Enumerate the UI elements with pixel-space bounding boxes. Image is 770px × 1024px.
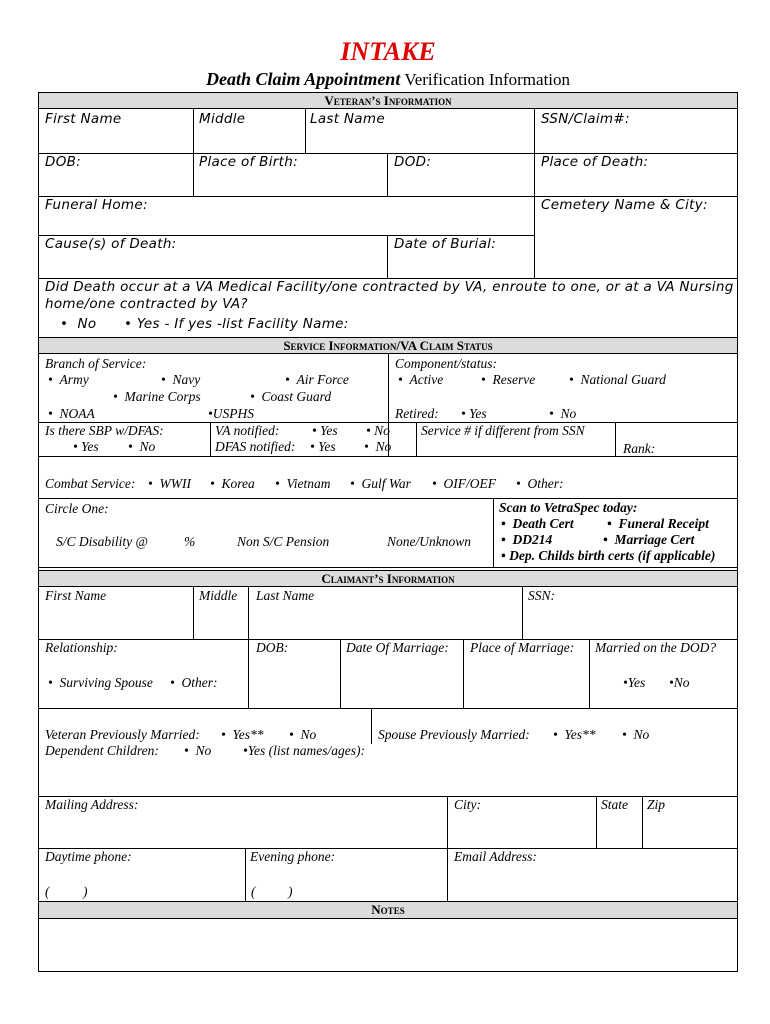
component-national-guard[interactable]: • National Guard: [569, 372, 666, 387]
bullet-icon: •: [603, 532, 608, 547]
va-notified-label: VA notified:: [215, 423, 280, 438]
bullet-icon: •: [623, 675, 628, 690]
combat-service-label: Combat Service:: [45, 476, 136, 491]
bullet-icon: •: [516, 476, 521, 491]
vet-dod-label: DOD:: [394, 154, 432, 170]
bullet-icon: •: [501, 532, 506, 547]
component-active[interactable]: • Active: [398, 372, 444, 387]
sbp-no[interactable]: • No: [128, 439, 156, 454]
va-question-line1: Did Death occur at a VA Medical Facility/one contracted by VA, enroute to one, or at a VA Nursing: [45, 279, 734, 295]
city-label: City:: [454, 797, 481, 812]
bullet-icon: •: [398, 372, 403, 387]
daytime-phone-area-close: ): [83, 884, 88, 899]
cl-middle-label: Middle: [199, 588, 238, 603]
bullet-icon: •: [208, 406, 213, 421]
claimant-section-header: Claimant’s Information: [38, 570, 738, 587]
combat-vietnam[interactable]: • Vietnam: [275, 476, 331, 491]
bullet-icon: •: [48, 675, 53, 690]
bullet-icon: •: [669, 675, 674, 690]
bullet-icon: •: [250, 389, 255, 404]
evening-phone-label: Evening phone:: [250, 849, 336, 864]
bullet-icon: •: [569, 372, 574, 387]
bullet-icon: •: [148, 476, 153, 491]
bullet-icon: •: [161, 372, 166, 387]
evening-phone-area-open: (: [251, 884, 256, 899]
mailing-address-label: Mailing Address:: [45, 797, 139, 812]
none-unknown-option[interactable]: None/Unknown: [387, 534, 471, 549]
cl-date-of-marriage-label: Date Of Marriage:: [346, 640, 449, 655]
bullet-icon: •: [113, 389, 118, 404]
subtitle-rest: Verification Information: [404, 70, 571, 89]
va-notified-yes[interactable]: • Yes: [312, 423, 338, 438]
combat-wwii[interactable]: • WWII: [148, 476, 191, 491]
cl-married-no[interactable]: •No: [669, 675, 690, 690]
bullet-icon: •: [184, 743, 189, 758]
non-sc-pension-option[interactable]: Non S/C Pension: [237, 534, 330, 549]
bullet-icon: •: [310, 439, 315, 454]
retired-yes[interactable]: • Yes: [461, 406, 487, 421]
retired-no[interactable]: • No: [549, 406, 577, 421]
vet-place-of-death-label: Place of Death:: [541, 154, 649, 170]
va-yes-label: Yes - If yes -list Facility Name:: [136, 316, 349, 332]
cl-place-of-marriage-label: Place of Marriage:: [470, 640, 575, 655]
bullet-icon: •: [553, 727, 558, 742]
cl-surviving-spouse-option[interactable]: • Surviving Spouse: [48, 675, 153, 690]
bullet-icon: •: [481, 372, 486, 387]
dfas-notified-no[interactable]: • No: [364, 439, 392, 454]
dependent-no[interactable]: • No: [184, 743, 212, 758]
combat-korea[interactable]: • Korea: [210, 476, 255, 491]
bullet-icon: •: [48, 372, 53, 387]
veteran-section-header: Veteran’s Information: [38, 92, 738, 109]
dependent-yes[interactable]: •Yes (list names/ages):: [243, 743, 365, 758]
branch-coast-guard[interactable]: • Coast Guard: [250, 389, 332, 404]
bullet-icon: •: [285, 372, 290, 387]
bullet-icon: •: [432, 476, 437, 491]
branch-marine-corps[interactable]: • Marine Corps: [113, 389, 201, 404]
service-section-header: Service Information/VA Claim Status: [38, 337, 738, 354]
bullet-icon: •: [501, 516, 506, 531]
bullet-icon: •: [289, 727, 294, 742]
subtitle-bold: Death Claim Appointment: [205, 69, 401, 89]
branch-of-service-label: Branch of Service:: [45, 356, 147, 371]
vet-dob-label: DOB:: [45, 154, 82, 170]
sbp-label: Is there SBP w/DFAS:: [45, 423, 164, 438]
vet-prev-married-no[interactable]: • No: [289, 727, 317, 742]
vet-middle-label: Middle: [199, 111, 246, 127]
bullet-icon: •: [312, 423, 317, 438]
scan-death-cert[interactable]: • Death Cert: [501, 516, 574, 531]
component-status-label: Component/status:: [395, 356, 498, 371]
page-title: INTAKE: [340, 37, 436, 66]
va-no-label: No: [77, 316, 97, 332]
daytime-phone-label: Daytime phone:: [45, 849, 132, 864]
bullet-icon: •: [461, 406, 466, 421]
cl-first-name-label: First Name: [45, 588, 107, 603]
scan-dep-childs[interactable]: • Dep. Childs birth certs (if applicable): [501, 548, 716, 563]
scan-title: Scan to VetraSpec today:: [499, 500, 638, 515]
rank-label: Rank:: [623, 441, 656, 456]
spouse-prev-married-label: Spouse Previously Married:: [378, 727, 530, 742]
sc-disability-option[interactable]: S/C Disability @: [56, 534, 148, 549]
cl-dob-label: DOB:: [256, 640, 289, 655]
service-number-label: Service # if different from SSN: [421, 423, 585, 438]
email-address-label: Email Address:: [454, 849, 537, 864]
bullet-icon: •: [366, 423, 371, 438]
bullet-icon: •: [124, 316, 133, 332]
bullet-icon: •: [549, 406, 554, 421]
bullet-icon: •: [210, 476, 215, 491]
scan-funeral-receipt[interactable]: • Funeral Receipt: [607, 516, 709, 531]
bullet-icon: •: [73, 439, 78, 454]
branch-usphs[interactable]: •USPHS: [208, 406, 254, 421]
vet-prev-married-label: Veteran Previously Married:: [45, 727, 200, 742]
vet-prev-married-yes[interactable]: • Yes**: [221, 727, 264, 742]
combat-other[interactable]: • Other:: [516, 476, 564, 491]
vet-ssn-claim-label: SSN/Claim#:: [541, 111, 630, 127]
cl-other-option[interactable]: • Other:: [170, 675, 218, 690]
vet-last-name-label: Last Name: [310, 111, 385, 127]
spouse-prev-married-yes[interactable]: • Yes**: [553, 727, 596, 742]
bullet-icon: •: [60, 316, 69, 332]
cl-ssn-label: SSN:: [528, 588, 555, 603]
dfas-notified-label: DFAS notified:: [215, 439, 296, 454]
sbp-yes[interactable]: • Yes: [73, 439, 99, 454]
bullet-icon: •: [48, 406, 53, 421]
dfas-notified-yes[interactable]: • Yes: [310, 439, 336, 454]
zip-label: Zip: [647, 797, 666, 812]
branch-noaa[interactable]: • NOAA: [48, 406, 95, 421]
cl-married-on-dod-label: Married on the DOD?: [595, 640, 717, 655]
circle-one-label: Circle One:: [45, 501, 109, 516]
bullet-icon: •: [622, 727, 627, 742]
vet-funeral-home-label: Funeral Home:: [45, 197, 148, 213]
va-notified-no[interactable]: • No: [366, 423, 390, 438]
bullet-icon: •: [607, 516, 612, 531]
vet-first-name-label: First Name: [45, 111, 122, 127]
vet-cemetery-label: Cemetery Name & City:: [541, 197, 708, 213]
bullet-icon: •: [243, 743, 248, 758]
evening-phone-area-close: ): [288, 884, 293, 899]
branch-air-force[interactable]: • Air Force: [285, 372, 349, 387]
page-subtitle: [0, 69, 770, 90]
cl-relationship-label: Relationship:: [45, 640, 118, 655]
retired-label: Retired:: [395, 406, 439, 421]
branch-navy[interactable]: • Navy: [161, 372, 201, 387]
bullet-icon: •: [275, 476, 280, 491]
dependent-children-label: Dependent Children:: [45, 743, 159, 758]
va-no-option[interactable]: [60, 316, 96, 332]
combat-oif-oef[interactable]: • OIF/OEF: [432, 476, 496, 491]
cl-last-name-label: Last Name: [256, 588, 315, 603]
bullet-icon: •: [364, 439, 369, 454]
notes-area[interactable]: [39, 919, 737, 971]
component-reserve[interactable]: • Reserve: [481, 372, 536, 387]
va-question-line2: home/one contracted by VA?: [45, 296, 248, 312]
bullet-icon: •: [221, 727, 226, 742]
bullet-icon: •: [501, 548, 506, 563]
vet-cause-of-death-label: Cause(s) of Death:: [45, 236, 177, 252]
vet-place-of-birth-label: Place of Birth:: [199, 154, 298, 170]
branch-army[interactable]: • Army: [48, 372, 89, 387]
scan-dd214[interactable]: • DD214: [501, 532, 553, 547]
vet-date-of-burial-label: Date of Burial:: [394, 236, 497, 252]
daytime-phone-area-open: (: [45, 884, 50, 899]
percent-sign: %: [184, 534, 196, 549]
state-label: State: [601, 797, 628, 812]
scan-marriage-cert[interactable]: • Marriage Cert: [603, 532, 695, 547]
spouse-prev-married-no[interactable]: • No: [622, 727, 650, 742]
notes-section-header: Notes: [38, 901, 738, 919]
bullet-icon: •: [128, 439, 133, 454]
bullet-icon: •: [170, 675, 175, 690]
combat-gulf-war[interactable]: • Gulf War: [350, 476, 411, 491]
bullet-icon: •: [350, 476, 355, 491]
va-yes-option[interactable]: [124, 316, 349, 332]
cl-married-yes[interactable]: •Yes: [623, 675, 646, 690]
